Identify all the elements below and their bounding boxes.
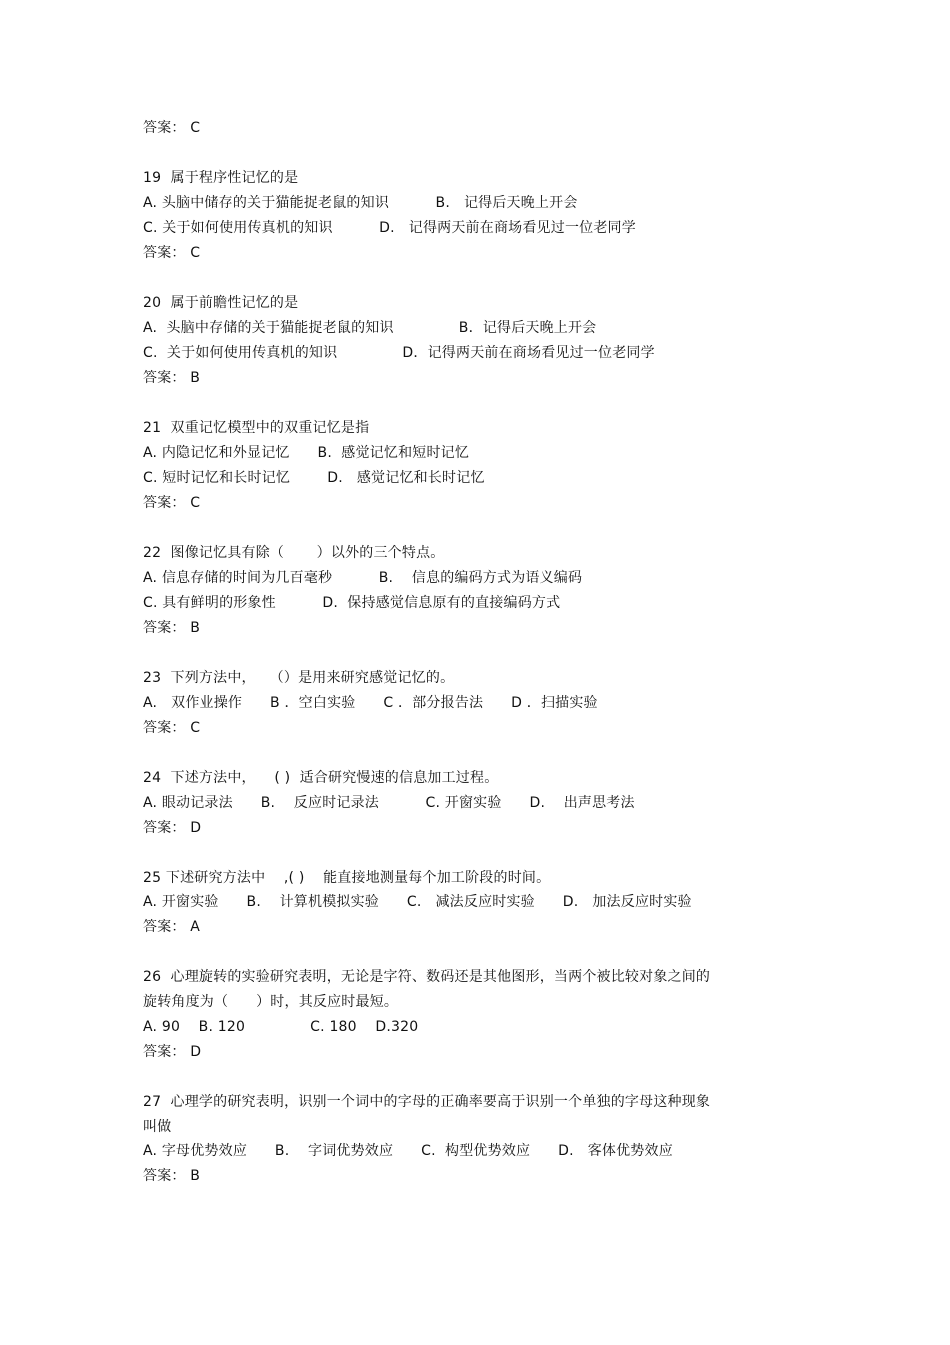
question-21-options-cd: C. 短时记忆和长时记忆 D. 感觉记忆和长时记忆: [143, 470, 485, 486]
question-20-options-ab: A. 头脑中存储的关于猫能捉老鼠的知识 B．记得后天晚上开会: [143, 320, 597, 336]
answer-25: 答案： A: [143, 919, 201, 935]
question-19-options-cd: C. 关于如何使用传真机的知识 D. 记得两天前在商场看见过一位老同学: [143, 220, 636, 236]
question-25: 25 下述研究方法中 ,( ) 能直接地测量每个加工阶段的时间。: [143, 870, 551, 886]
question-23-options: A. 双作业操作 B ．空白实验 C ．部分报告法 D ．扫描实验: [143, 695, 598, 711]
question-26-options: A. 90 B. 120 C. 180 D.320: [143, 1019, 419, 1035]
question-19: 19 属于程序性记忆的是: [143, 170, 299, 186]
answer-18: 答案： C: [143, 120, 201, 136]
question-24-options: A. 眼动记录法 B. 反应时记录法 C. 开窗实验 D. 出声思考法: [143, 795, 635, 811]
answer-19: 答案： C: [143, 245, 201, 261]
question-27-line-2: 叫做: [143, 1119, 172, 1135]
answer-26: 答案： D: [143, 1044, 202, 1060]
question-20: 20 属于前瞻性记忆的是: [143, 295, 299, 311]
question-26-line-1: 26 心理旋转的实验研究表明，无论是字符、数码还是其他图形，当两个被比较对象之间的: [143, 969, 711, 985]
answer-22: 答案： B: [143, 620, 201, 636]
question-22-options-cd: C. 具有鲜明的形象性 D. 保持感觉信息原有的直接编码方式: [143, 595, 561, 611]
question-27-options: A. 字母优势效应 B. 字词优势效应 C. 构型优势效应 D. 客体优势效应: [143, 1143, 673, 1159]
question-19-options-ab: A. 头脑中储存的关于猫能捉老鼠的知识 B. 记得后天晚上开会: [143, 195, 578, 211]
question-20-options-cd: C. 关于如何使用传真机的知识 D．记得两天前在商场看见过一位老同学: [143, 345, 655, 361]
answer-27: 答案： B: [143, 1168, 201, 1184]
question-25-options: A. 开窗实验 B. 计算机模拟实验 C. 减法反应时实验 D. 加法反应时实验: [143, 894, 692, 910]
question-23: 23 下列方法中， （）是用来研究感觉记忆的。: [143, 670, 455, 686]
question-22-options-ab: A. 信息存储的时间为几百毫秒 B. 信息的编码方式为语义编码: [143, 570, 583, 586]
answer-21: 答案： C: [143, 495, 201, 511]
question-27-line-1: 27 心理学的研究表明，识别一个词中的字母的正确率要高于识别一个单独的字母这种现象: [143, 1094, 711, 1110]
question-21-options-ab: A. 内隐记忆和外显记忆 B. 感觉记忆和短时记忆: [143, 445, 470, 461]
answer-23: 答案： C: [143, 720, 201, 736]
answer-20: 答案： B: [143, 370, 201, 386]
question-21: 21 双重记忆模型中的双重记忆是指: [143, 420, 370, 436]
question-24: 24 下述方法中， ( ) 适合研究慢速的信息加工过程。: [143, 770, 499, 786]
question-26-line-2: 旋转角度为（ ）时，其反应时最短。: [143, 994, 399, 1010]
answer-24: 答案： D: [143, 820, 202, 836]
question-22: 22 图像记忆具有除（ ）以外的三个特点。: [143, 545, 445, 561]
